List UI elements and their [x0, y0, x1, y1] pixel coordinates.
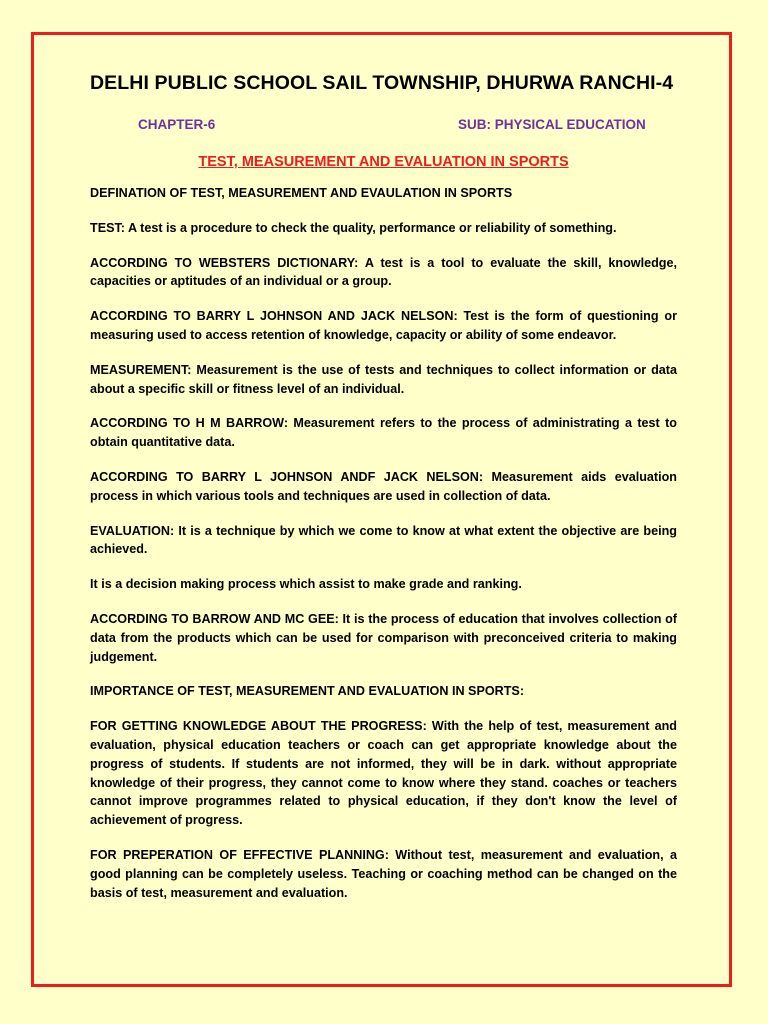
paragraph-barrow-mcgee: ACCORDING TO BARROW AND MC GEE: It is the process of education that involves collection of data from the products which can be used for comparison with preconceived criteria to making judgement.	[90, 611, 677, 664]
paragraph-evaluation: EVALUATION: It is a technique by which we come to know at what extent the objective are being achieved.	[90, 523, 677, 557]
importance-heading: IMPORTANCE OF TEST, MEASUREMENT AND EVALUATION IN SPORTS:	[90, 684, 525, 699]
paragraph-websters: ACCORDING TO WEBSTERS DICTIONARY: A test is a tool to evaluate the skill, knowledge, capacities or aptitudes of an individual or a group.	[90, 255, 677, 289]
paragraph-barrow: ACCORDING TO H M BARROW: Measurement refers to the process of administrating a test to obtain quantitative data.	[90, 416, 677, 450]
paragraph-decision: It is a decision making process which assist to make grade and ranking.	[90, 577, 522, 592]
paragraph-test: TEST: A test is a procedure to check the quality, performance or reliability of something.	[90, 220, 617, 235]
document-title: TEST, MEASUREMENT AND EVALUATION IN SPORTS	[198, 154, 569, 170]
definition-heading: DEFINATION OF TEST, MEASUREMENT AND EVAULATION IN SPORTS	[90, 186, 513, 200]
school-name: DELHI PUBLIC SCHOOL SAIL TOWNSHIP, DHURWA RANCHI-4	[90, 72, 674, 94]
chapter-label: CHAPTER-6	[138, 117, 216, 132]
subject-label: SUB: PHYSICAL EDUCATION	[458, 117, 646, 132]
document-body	[90, 72, 677, 902]
paragraph-johnson-nelson-measurement: ACCORDING TO BARRY L JOHNSON ANDF JACK NELSON: Measurement aids evaluation process in which various tools and techniques are used in collection of data.	[90, 469, 677, 503]
paragraph-measurement: MEASUREMENT: Measurement is the use of tests and techniques to collect information or data about a specific skill or fitness level of an individual.	[90, 362, 677, 396]
paragraph-johnson-nelson-test: ACCORDING TO BARRY L JOHNSON AND JACK NELSON: Test is the form of questioning or measuring used to access retention of knowledge, capacity or ability of some endeavor.	[90, 309, 677, 342]
paragraph-planning: FOR PREPERATION OF EFFECTIVE PLANNING: Without test, measurement and evaluation, a good planning can be completely useless. Teaching or coaching method can be changed on the basis of test, measurement and evaluation.	[90, 847, 677, 900]
paragraph-progress: FOR GETTING KNOWLEDGE ABOUT THE PROGRESS: With the help of test, measurement and evaluation, physical education teachers or coach can get appropriate knowledge about the progress of students. If students are not informed, they will be in dark. without appropriate knowledge of their progress, they cannot come to know where they stand. coaches or teachers cannot improve programmes related to physical education, if they don't know the level of achievement of progress.	[90, 719, 677, 828]
chapter-subject-line	[90, 117, 677, 137]
